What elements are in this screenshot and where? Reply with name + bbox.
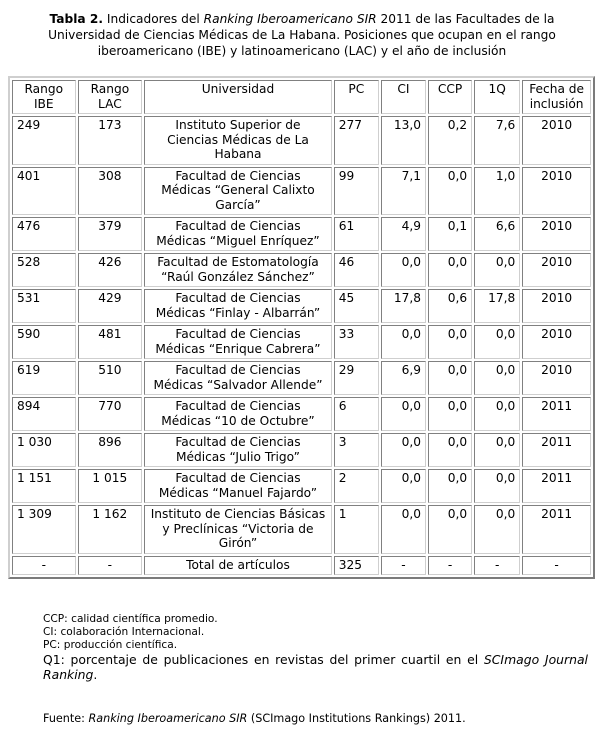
header-universidad: Universidad <box>144 80 332 114</box>
table-row <box>12 217 591 251</box>
cell-pc: 29 <box>334 361 379 395</box>
cell-pc: 3 <box>334 433 379 467</box>
cell-pc: 2 <box>334 469 379 503</box>
cell-pc: 33 <box>334 325 379 359</box>
table-row <box>12 469 591 503</box>
cell-ci: 4,9 <box>381 217 426 251</box>
cell-q1: 0,0 <box>474 433 520 467</box>
cell-ccp: 0,6 <box>428 289 472 323</box>
header-row <box>12 80 591 114</box>
source-line <box>43 712 588 726</box>
note-ccp: CCP: calidad científica promedio. <box>43 613 218 625</box>
cell-universidad: Facultad de Ciencias Médicas “Enrique Cabrera” <box>144 325 332 359</box>
total-rango-ibe: - <box>12 556 76 576</box>
table-body <box>12 116 591 575</box>
table-row <box>12 433 591 467</box>
cell-rango-ibe: 1 030 <box>12 433 76 467</box>
cell-universidad: Facultad de Estomatología “Raúl González Sánchez” <box>144 253 332 287</box>
source-prefix: Fuente: <box>43 712 89 725</box>
total-pc: 325 <box>334 556 379 576</box>
table-row <box>12 505 591 554</box>
cell-rango-ibe: 531 <box>12 289 76 323</box>
cell-ci: 0,0 <box>381 325 426 359</box>
cell-universidad: Facultad de Ciencias Médicas “Salvador Allende” <box>144 361 332 395</box>
cell-ccp: 0,0 <box>428 433 472 467</box>
cell-q1: 0,0 <box>474 469 520 503</box>
total-rango-lac: - <box>78 556 143 576</box>
ranking-table <box>8 76 595 579</box>
cell-universidad: Facultad de Ciencias Médicas “General Calixto García” <box>144 167 332 216</box>
cell-rango-lac: 308 <box>78 167 143 216</box>
cell-universidad: Instituto Superior de Ciencias Médicas de La Habana <box>144 116 332 165</box>
cell-rango-lac: 510 <box>78 361 143 395</box>
cell-rango-ibe: 528 <box>12 253 76 287</box>
note-q1-text: Q1: porcentaje de publicaciones en revistas del primer cuartil en el <box>43 652 484 667</box>
table-row <box>12 116 591 165</box>
cell-q1: 1,0 <box>474 167 520 216</box>
note-q1-end: . <box>93 667 98 682</box>
cell-ccp: 0,0 <box>428 505 472 554</box>
cell-fecha: 2010 <box>522 217 591 251</box>
total-ccp: - <box>428 556 472 576</box>
table-row <box>12 253 591 287</box>
cell-universidad: Facultad de Ciencias Médicas “Finlay - Albarrán” <box>144 289 332 323</box>
cell-pc: 277 <box>334 116 379 165</box>
header-q1: 1Q <box>474 80 520 114</box>
cell-rango-lac: 426 <box>78 253 143 287</box>
cell-ci: 0,0 <box>381 433 426 467</box>
table-row <box>12 167 591 216</box>
total-ci: - <box>381 556 426 576</box>
cell-pc: 6 <box>334 397 379 431</box>
source-ranking-name: Ranking Iberoamericano SIR <box>88 712 248 725</box>
cell-rango-lac: 1 015 <box>78 469 143 503</box>
cell-q1: 0,0 <box>474 397 520 431</box>
cell-ci: 0,0 <box>381 469 426 503</box>
cell-q1: 7,6 <box>474 116 520 165</box>
cell-rango-ibe: 476 <box>12 217 76 251</box>
cell-ccp: 0,0 <box>428 167 472 216</box>
cell-ccp: 0,0 <box>428 253 472 287</box>
cell-rango-lac: 429 <box>78 289 143 323</box>
cell-fecha: 2011 <box>522 505 591 554</box>
total-row <box>12 556 591 576</box>
cell-ccp: 0,1 <box>428 217 472 251</box>
cell-rango-lac: 481 <box>78 325 143 359</box>
cell-q1: 0,0 <box>474 253 520 287</box>
source-suffix: (SCImago Institutions Rankings) 2011. <box>247 712 466 725</box>
cell-ci: 6,9 <box>381 361 426 395</box>
cell-fecha: 2010 <box>522 361 591 395</box>
cell-ci: 0,0 <box>381 253 426 287</box>
cell-ccp: 0,0 <box>428 397 472 431</box>
cell-pc: 61 <box>334 217 379 251</box>
cell-q1: 0,0 <box>474 505 520 554</box>
cell-rango-ibe: 590 <box>12 325 76 359</box>
cell-pc: 1 <box>334 505 379 554</box>
cell-q1: 6,6 <box>474 217 520 251</box>
caption-ranking-name: Ranking Iberoamericano SIR <box>203 12 377 26</box>
cell-ccp: 0,0 <box>428 325 472 359</box>
caption-label: Tabla 2. <box>49 12 103 26</box>
cell-rango-lac: 379 <box>78 217 143 251</box>
cell-fecha: 2011 <box>522 433 591 467</box>
cell-ci: 13,0 <box>381 116 426 165</box>
cell-rango-lac: 173 <box>78 116 143 165</box>
cell-ci: 17,8 <box>381 289 426 323</box>
note-q1 <box>43 652 588 682</box>
cell-pc: 46 <box>334 253 379 287</box>
cell-ci: 0,0 <box>381 505 426 554</box>
cell-fecha: 2010 <box>522 253 591 287</box>
cell-q1: 17,8 <box>474 289 520 323</box>
header-fecha: Fecha de inclusión <box>522 80 591 114</box>
cell-ci: 7,1 <box>381 167 426 216</box>
table-caption <box>18 11 586 59</box>
header-pc: PC <box>334 80 379 114</box>
table-notes <box>43 613 588 682</box>
cell-pc: 45 <box>334 289 379 323</box>
cell-rango-ibe: 1 151 <box>12 469 76 503</box>
cell-q1: 0,0 <box>474 361 520 395</box>
cell-rango-ibe: 249 <box>12 116 76 165</box>
cell-ccp: 0,0 <box>428 361 472 395</box>
cell-universidad: Facultad de Ciencias Médicas “10 de Octubre” <box>144 397 332 431</box>
cell-rango-ibe: 894 <box>12 397 76 431</box>
cell-pc: 99 <box>334 167 379 216</box>
cell-universidad: Facultad de Ciencias Médicas “Miguel Enríquez” <box>144 217 332 251</box>
header-rango-lac: Rango LAC <box>78 80 143 114</box>
table-row <box>12 361 591 395</box>
table-row <box>12 397 591 431</box>
cell-rango-lac: 770 <box>78 397 143 431</box>
cell-rango-ibe: 1 309 <box>12 505 76 554</box>
cell-fecha: 2011 <box>522 397 591 431</box>
total-label: Total de artículos <box>144 556 332 576</box>
total-q1: - <box>474 556 520 576</box>
cell-fecha: 2010 <box>522 289 591 323</box>
cell-rango-lac: 1 162 <box>78 505 143 554</box>
header-rango-ibe: Rango IBE <box>12 80 76 114</box>
cell-ccp: 0,2 <box>428 116 472 165</box>
cell-ccp: 0,0 <box>428 469 472 503</box>
table-row <box>12 325 591 359</box>
header-ci: CI <box>381 80 426 114</box>
caption-text-2: 2011 de las Facultades de la Universidad de Ciencias Médicas de La Habana. Posiciones que ocupan en el rango iberoamericano (IBE) y latinoamericano (LAC) y el año de inclusión <box>48 12 556 58</box>
note-q1-journal: SCImago Journal Ranking <box>43 652 588 682</box>
total-fecha: - <box>522 556 591 576</box>
cell-universidad: Instituto de Ciencias Básicas y Preclínicas “Victoria de Girón” <box>144 505 332 554</box>
note-ci: CI: colaboración Internacional. <box>43 626 205 638</box>
cell-rango-lac: 896 <box>78 433 143 467</box>
caption-text-1: Indicadores del <box>103 12 204 26</box>
cell-fecha: 2010 <box>522 116 591 165</box>
cell-fecha: 2011 <box>522 469 591 503</box>
cell-rango-ibe: 619 <box>12 361 76 395</box>
header-ccp: CCP <box>428 80 472 114</box>
note-pc: PC: producción científica. <box>43 639 178 651</box>
cell-ci: 0,0 <box>381 397 426 431</box>
cell-universidad: Facultad de Ciencias Médicas “Manuel Fajardo” <box>144 469 332 503</box>
cell-rango-ibe: 401 <box>12 167 76 216</box>
cell-fecha: 2010 <box>522 167 591 216</box>
cell-fecha: 2010 <box>522 325 591 359</box>
cell-universidad: Facultad de Ciencias Médicas “Julio Trigo” <box>144 433 332 467</box>
table-row <box>12 289 591 323</box>
cell-q1: 0,0 <box>474 325 520 359</box>
